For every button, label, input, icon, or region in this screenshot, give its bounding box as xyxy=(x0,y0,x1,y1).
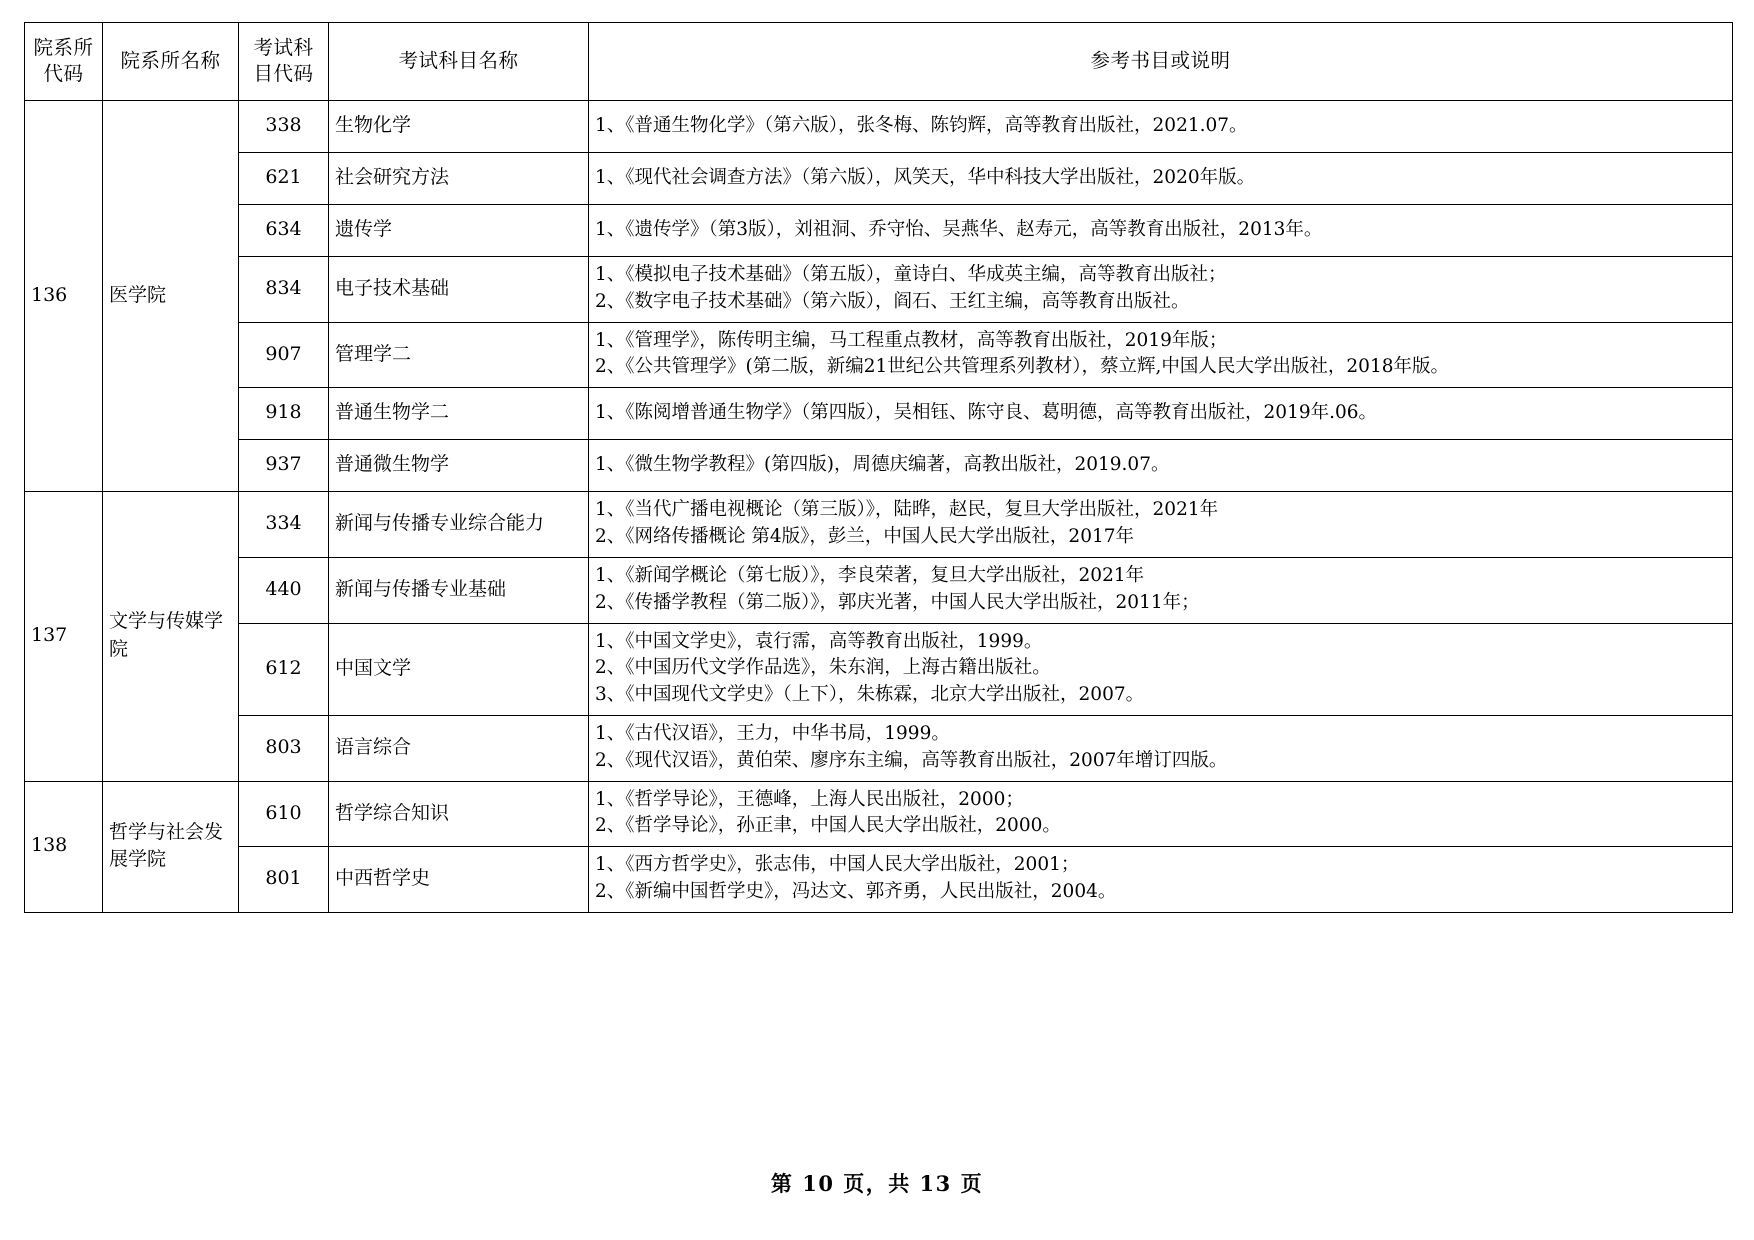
reference-line: 1、《新闻学概论（第七版）》，李良荣著，复旦大学出版社，2021年 xyxy=(595,564,1145,586)
reference-line: 2、《公共管理学》(第二版，新编21世纪公共管理系列教材），蔡立辉,中国人民大学出版社，2018年版。 xyxy=(595,356,1449,378)
reference-line: 2、《新编中国哲学史》，冯达文、郭齐勇，人民出版社，2004。 xyxy=(595,881,1117,902)
subject-code-cell: 621 xyxy=(239,153,329,205)
header-row xyxy=(25,23,1733,101)
subject-name-cell: 新闻与传播专业基础 xyxy=(329,557,589,623)
reference-line: 2、《数字电子技术基础》（第六版），阎石、王红主编，高等教育出版社。 xyxy=(595,290,1190,312)
subject-name-cell: 社会研究方法 xyxy=(329,153,589,205)
department-name-cell: 医学院 xyxy=(103,101,239,492)
references-cell xyxy=(589,153,1733,205)
reference-line: 2、《现代汉语》，黄伯荣、廖序东主编，高等教育出版社，2007年增订四版。 xyxy=(595,749,1228,771)
department-code-cell: 136 xyxy=(25,101,103,492)
subject-name-cell: 哲学综合知识 xyxy=(329,781,589,847)
subject-code-cell: 634 xyxy=(239,205,329,257)
reference-line: 1、《普通生物化学》（第六版），张冬梅、陈钧辉，高等教育出版社，2021.07。 xyxy=(595,114,1248,136)
subject-code-cell: 801 xyxy=(239,847,329,913)
references-cell xyxy=(589,322,1733,388)
reference-line: 1、《现代社会调查方法》（第六版），风笑天，华中科技大学出版社，2020年版。 xyxy=(595,166,1256,188)
subject-code-cell: 803 xyxy=(239,715,329,781)
subject-code-cell: 610 xyxy=(239,781,329,847)
reference-line: 1、《微生物学教程》(第四版)，周德庆编著，高教出版社，2019.07。 xyxy=(595,453,1170,475)
department-name-cell: 文学与传媒学院 xyxy=(103,492,239,781)
subject-name-cell: 语言综合 xyxy=(329,715,589,781)
reference-line: 2、《网络传播概论 第4版》，彭兰，中国人民大学出版社，2017年 xyxy=(595,526,1135,548)
subject-name-cell: 电子技术基础 xyxy=(329,257,589,323)
references-cell xyxy=(589,847,1733,913)
header-line-1: 考试科 xyxy=(253,35,314,59)
subject-name-cell: 生物化学 xyxy=(329,101,589,153)
reference-line: 1、《当代广播电视概论（第三版）》，陆晔，赵民，复旦大学出版社，2021年 xyxy=(595,499,1219,521)
subject-name-cell: 新闻与传播专业综合能力 xyxy=(329,492,589,558)
table-row xyxy=(25,153,1733,205)
references-cell xyxy=(589,101,1733,153)
subject-code-cell: 612 xyxy=(239,623,329,715)
reference-line: 1、《模拟电子技术基础》（第五版），童诗白、华成英主编，高等教育出版社； xyxy=(595,264,1227,285)
references-cell xyxy=(589,623,1733,715)
subject-code-cell: 334 xyxy=(239,492,329,558)
column-header-references: 参考书目或说明 xyxy=(589,23,1733,101)
reference-line: 1、《西方哲学史》，张志伟，中国人民大学出版社，2001； xyxy=(595,854,1080,876)
table-row xyxy=(25,847,1733,913)
subject-code-cell: 918 xyxy=(239,388,329,440)
subject-code-cell: 907 xyxy=(239,322,329,388)
department-code-cell: 138 xyxy=(25,781,103,912)
subject-code-cell: 338 xyxy=(239,101,329,153)
department-code-cell: 137 xyxy=(25,492,103,781)
subject-name-cell: 遗传学 xyxy=(329,205,589,257)
table-row xyxy=(25,101,1733,153)
table-body xyxy=(25,101,1733,913)
reference-line: 1、《管理学》，陈传明主编，马工程重点教材，高等教育出版社，2019年版； xyxy=(595,329,1228,351)
table-row xyxy=(25,440,1733,492)
column-header-subject-name: 考试科目名称 xyxy=(329,23,589,101)
reference-line: 3、《中国现代文学史》（上下），朱栋霖，北京大学出版社，2007。 xyxy=(595,684,1145,706)
table-header xyxy=(25,23,1733,101)
reference-line: 1、《中国文学史》，袁行霈，高等教育出版社，1999。 xyxy=(595,630,1043,652)
table-row xyxy=(25,492,1733,558)
references-cell xyxy=(589,715,1733,781)
department-name-cell: 哲学与社会发展学院 xyxy=(103,781,239,912)
references-cell xyxy=(589,781,1733,847)
header-line-1: 院系所 xyxy=(33,35,94,59)
subject-name-cell: 管理学二 xyxy=(329,322,589,388)
column-header-dept-name: 院系所名称 xyxy=(103,23,239,101)
table-row xyxy=(25,557,1733,623)
table-row xyxy=(25,257,1733,323)
reference-line: 2、《传播学教程（第二版）》，郭庆光著，中国人民大学出版社，2011年； xyxy=(595,591,1200,613)
references-cell xyxy=(589,492,1733,558)
references-cell xyxy=(589,388,1733,440)
header-line-2: 目代码 xyxy=(253,62,314,85)
table-row xyxy=(25,623,1733,715)
subject-name-cell: 中国文学 xyxy=(329,623,589,715)
table-row xyxy=(25,322,1733,388)
column-header-subject-code xyxy=(239,23,329,101)
subject-name-cell: 中西哲学史 xyxy=(329,847,589,913)
table-row xyxy=(25,205,1733,257)
column-header-dept-code xyxy=(25,23,103,101)
subject-code-cell: 440 xyxy=(239,557,329,623)
table-row xyxy=(25,715,1733,781)
reference-line: 2、《中国历代文学作品选》，朱东润，上海古籍出版社。 xyxy=(595,657,1051,679)
subject-code-cell: 937 xyxy=(239,440,329,492)
exam-subjects-table xyxy=(24,22,1733,913)
references-cell xyxy=(589,205,1733,257)
reference-line: 1、《陈阅增普通生物学》（第四版），吴相钰、陈守良、葛明德，高等教育出版社，2019年.06。 xyxy=(595,401,1378,423)
references-cell xyxy=(589,440,1733,492)
reference-line: 1、《哲学导论》，王德峰，上海人民出版社，2000； xyxy=(595,788,1024,810)
table-row xyxy=(25,388,1733,440)
reference-line: 1、《古代汉语》，王力，中华书局，1999。 xyxy=(595,722,950,744)
subject-name-cell: 普通微生物学 xyxy=(329,440,589,492)
references-cell xyxy=(589,557,1733,623)
reference-line: 1、《遗传学》（第3版），刘祖洞、乔守怡、吴燕华、赵寿元，高等教育出版社，2013年。 xyxy=(595,218,1323,240)
subject-code-cell: 834 xyxy=(239,257,329,323)
subject-name-cell: 普通生物学二 xyxy=(329,388,589,440)
header-line-2: 代码 xyxy=(43,62,84,85)
page-footer: 第 10 页，共 13 页 xyxy=(770,1171,984,1196)
table-row xyxy=(25,781,1733,847)
references-cell xyxy=(589,257,1733,323)
reference-line: 2、《哲学导论》，孙正聿，中国人民大学出版社，2000。 xyxy=(595,815,1061,837)
